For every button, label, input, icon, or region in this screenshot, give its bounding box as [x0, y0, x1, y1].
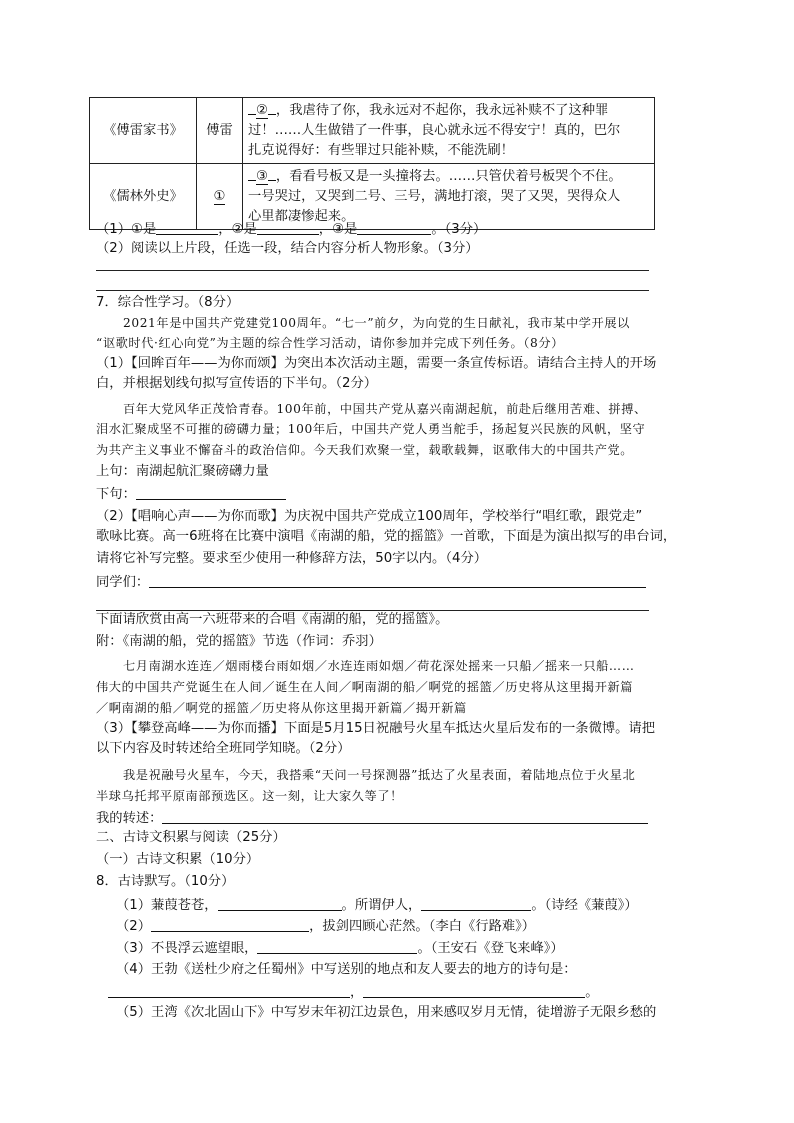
section2-sub: （一）古诗文积累（10分） — [96, 852, 260, 867]
poem-text: ， — [350, 985, 364, 1000]
answer-blank[interactable] — [363, 982, 585, 998]
answer-blank[interactable] — [108, 982, 350, 998]
poem-text: ，拔剑四顾心茫然。（李白《行路难》） — [309, 919, 536, 934]
classmates-line — [96, 572, 646, 593]
q7-s2: 歌咏比赛。高一6班将在比赛中演唱《南湖的船，党的摇篮》一首歌，下面是为演出拟写的串台词， — [96, 529, 677, 544]
classmates-label: 同学们： — [96, 575, 150, 590]
q7-title: 7．综合性学习。（8分） — [96, 295, 240, 310]
table-row — [90, 98, 655, 164]
after-text: 下面请欣赏由高一六班带来的合唱《南湖的船，党的摇篮》。 — [96, 612, 449, 627]
lower-label: 下句： — [96, 487, 136, 502]
q8-line1 — [116, 895, 638, 916]
q7-s1: （1）【回眸百年——为你而颂】为突出本次活动主题，需要一条宣传标语。请结合主持人的开场 — [96, 356, 657, 371]
q8-line3 — [116, 938, 564, 959]
attach-text: 附：《南湖的船，党的摇篮》节选（作词：乔羽） — [96, 634, 382, 649]
excerpt-line: 心里都凄惨起来。 — [248, 209, 355, 224]
answer-line[interactable] — [96, 270, 649, 271]
poem-text: 。 — [585, 985, 599, 1000]
q6-sub1-label: （1）①是 — [96, 222, 157, 237]
q7-s2: （2）【唱响心声——为你而歌】为庆祝中国共产党成立100周年，学校举行“唱红歌，跟党走” — [96, 509, 643, 524]
answer-blank[interactable] — [421, 895, 531, 911]
poem-text: 。（王安石《登飞来峰》） — [417, 941, 564, 956]
q6-sub1-label: ，③是 — [318, 222, 358, 237]
excerpt-line: 过！……人生做错了一件事，良心就永远不得安宁！真的，巴尔 — [248, 123, 621, 138]
excerpt-line: 一号哭过，又哭到二号、三号，满地打滚，哭了又哭，哭得众人 — [248, 189, 621, 204]
q7-s1: 白，并根据划线句拟写宣传语的下半句。（2分） — [96, 376, 378, 391]
q7-s3: （3）【攀登高峰——为你而播】下面是5月15日祝融号火星车抵达火星后发布的一条微博。请把 — [96, 721, 656, 736]
answer-blank[interactable] — [151, 916, 309, 932]
q7-intro: “讴歌时代·红心向党”为主题的综合性学习活动，请你参加并完成下列任务。（8分） — [96, 336, 564, 350]
poem-text: （1）蒹葭苍苍， — [116, 898, 218, 913]
q7-s3: 以下内容及时转述给全班同学知晓。（2分） — [96, 741, 351, 756]
host-speech: 泪水汇聚成坚不可摧的磅礴力量；100年后，中国共产党人勇当舵手，扬起复兴民族的风帆，坚守 — [96, 422, 646, 436]
answer-blank[interactable] — [257, 938, 417, 954]
q6-sub1-score: 。（3分） — [431, 222, 487, 237]
q8-line2 — [116, 916, 535, 937]
q7-s2: 请将它补写完整。要求至少使用一种修辞方法，50字以内。（4分） — [96, 551, 488, 566]
answer-blank-relay[interactable] — [162, 808, 648, 824]
lyric-line: 七月南湖水连连／烟雨楼台雨如烟／水连连雨如烟／荷花深处摇来一只船／摇来一只船…… — [123, 659, 635, 673]
book-title-cell: 《傅雷家书》 — [90, 98, 197, 164]
answer-blank-3[interactable] — [357, 219, 431, 235]
q8-line5: （5）王湾《次北固山下》中写岁末年初江边景色，用来感叹岁月无情，徒增游子无限乡愁的 — [116, 1005, 657, 1020]
q8-line4-blanks — [108, 982, 599, 1003]
excerpt-line: 扎克说得好：有些罪过只能补赎，不能洗刷！ — [248, 143, 514, 158]
relay-label: 我的转述： — [96, 811, 163, 826]
poem-text: 。所谓伊人， — [341, 898, 422, 913]
q6-sub1-label: ，②是 — [218, 222, 257, 237]
q6-sub2: （2）阅读以上片段，任选一段，结合内容分析人物形象。（3分） — [96, 241, 479, 256]
answer-blank[interactable] — [218, 895, 342, 911]
weibo-text: 我是祝融号火星车，今天，我搭乘“天问一号探测器”抵达了火星表面，着陆地点位于火星北 — [123, 768, 636, 782]
answer-blank-2[interactable] — [257, 219, 319, 235]
answer-blank-1[interactable] — [156, 219, 218, 235]
q8-title: 8．古诗默写。（10分） — [96, 874, 235, 889]
upper-line: 上句：南湖起航汇聚磅礴力量 — [96, 464, 269, 479]
answer-line[interactable] — [96, 290, 649, 291]
blank-number: ① — [213, 188, 226, 204]
author-cell: 傅雷 — [197, 98, 243, 164]
novel-quote-table — [89, 97, 655, 230]
q6-sub1 — [96, 219, 486, 240]
poem-text: （3）不畏浮云遮望眼， — [116, 941, 258, 956]
host-speech: 百年大党风华正茂恰青春。100年前，中国共产党从嘉兴南湖起航，前赴后继用苦难、拼搏、 — [123, 402, 647, 416]
weibo-text: 半球乌托邦平原南部预选区。这一刻，让大家久等了！ — [96, 789, 403, 803]
q7-intro: 2021年是中国共产党建党100周年。“七一”前夕，为向党的生日献礼，我市某中学开展以 — [123, 316, 630, 330]
book-title-cell: 《儒林外史》 — [90, 164, 197, 230]
section2-title: 二、古诗文积累与阅读（25分） — [96, 830, 286, 845]
poem-text: （2） — [116, 919, 152, 934]
excerpt-line: ，我虐待了你，我永远对不起你，我永远补赎不了这种罪 — [275, 103, 609, 118]
blank-number: ③ — [256, 169, 268, 184]
blank-number: ② — [256, 103, 268, 118]
host-speech: 为共产主义事业不懈奋斗的政治信仰。今天我们欢聚一堂，载歌载舞，讴歌伟大的中国共产党。 — [96, 443, 634, 457]
answer-blank-classmates[interactable] — [149, 572, 646, 588]
poem-text: 。（诗经《蒹葭》） — [531, 898, 638, 913]
excerpt-line: ，看看号板又是一头撞将去。……只管伏着号板哭个不住。 — [275, 169, 622, 184]
lyric-line: 伟大的中国共产党诞生在人间／诞生在人间／啊南湖的船／啊党的摇篮／历史将从这里揭开新篇 — [96, 680, 634, 694]
answer-blank-lower[interactable] — [136, 484, 286, 500]
q8-line4: （4）王勃《送杜少府之任蜀州》中写送别的地点和友人要去的地方的诗句是： — [116, 962, 577, 977]
excerpt-cell — [243, 98, 655, 164]
relay-line — [96, 808, 648, 829]
lyric-line: ／啊南湖的船／啊党的摇篮／历史将从你这里揭开新篇／揭开新篇 — [96, 701, 467, 715]
lower-line — [96, 484, 286, 505]
